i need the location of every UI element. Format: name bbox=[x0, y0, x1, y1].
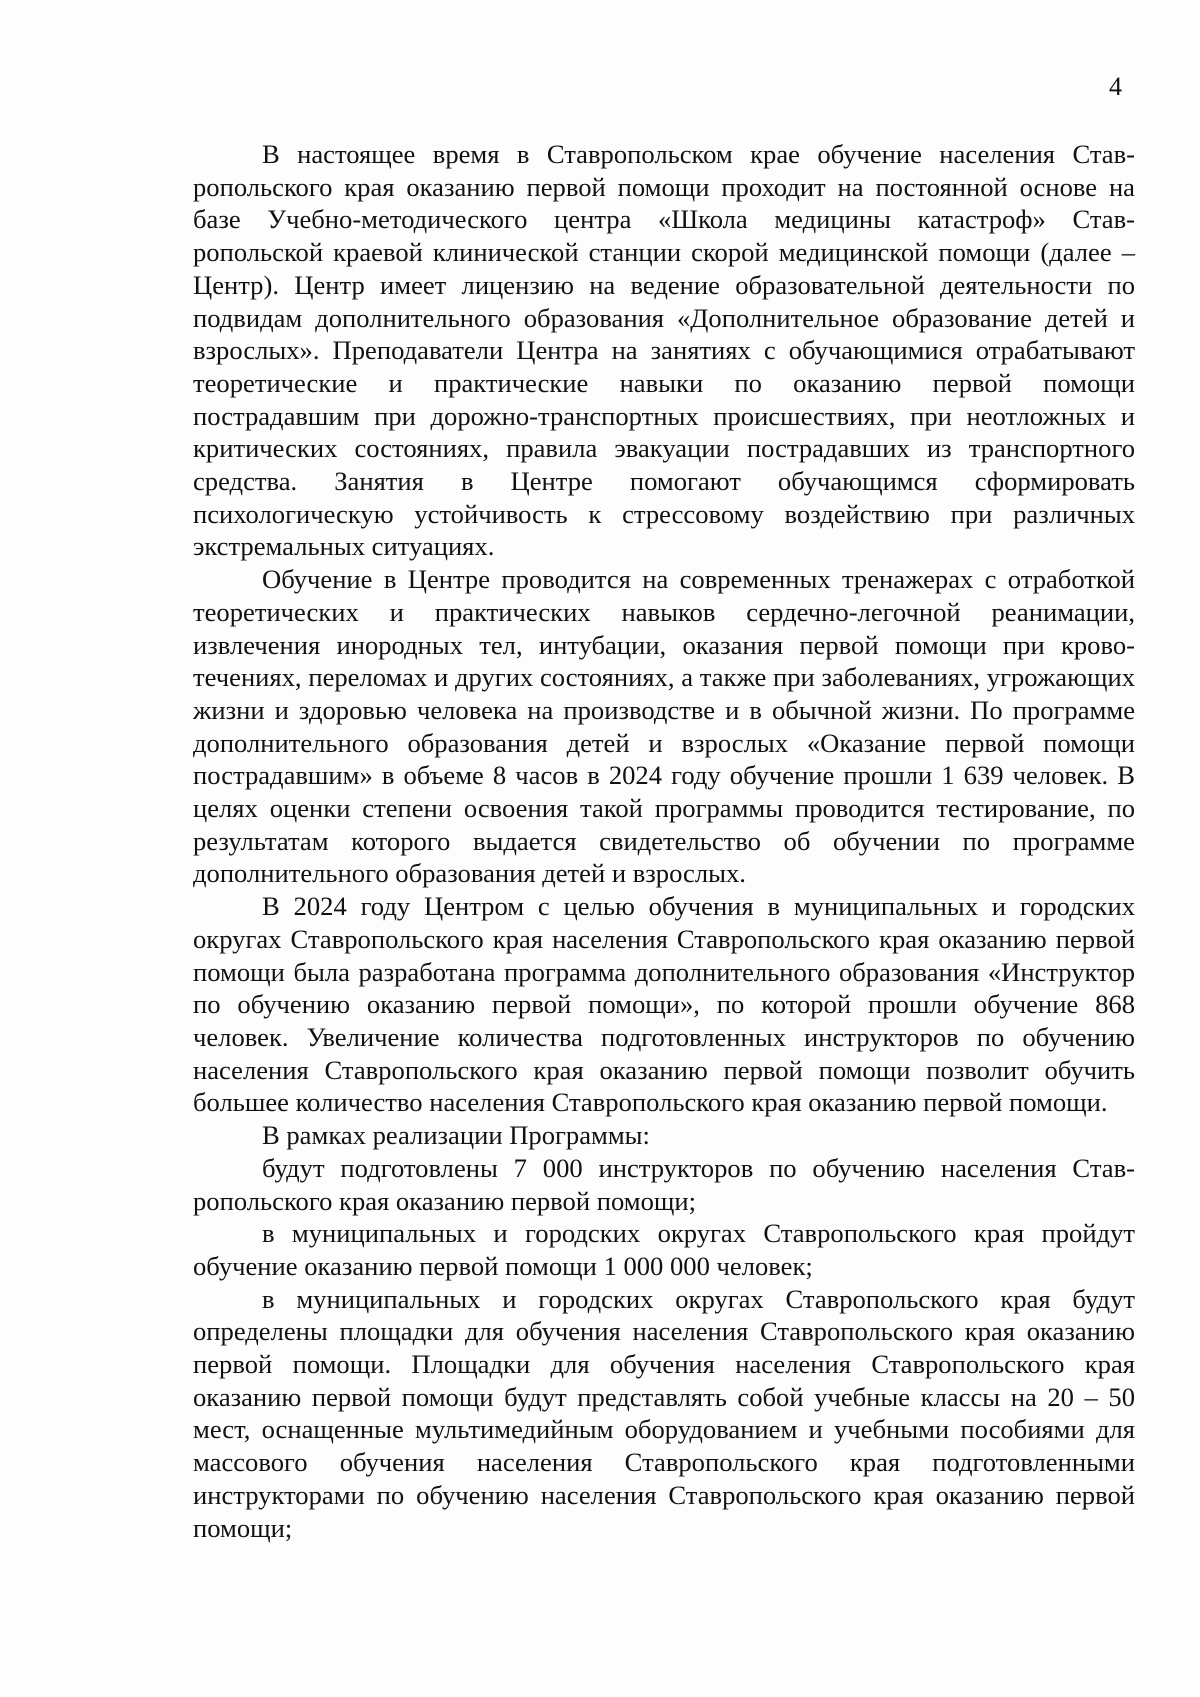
list-item-trained-people: в муниципальных и городских округах Ставропольского края пройдут обучение оказанию первой помощи 1 000 000 человек; bbox=[193, 1218, 1135, 1281]
paragraph-training-center: В настоящее время в Ставропольском крае обучение населения Ставропольского края оказанию первой помощи проходит на постоянной основе на базе Учебно-методического центра «Школа медицины катастроф» Ставропольской краевой клинической станции скорой медицинской помощи (далее – Центр). Центр имеет лицензию на ведение образовательной деятельности по подвидам дополнительного образования «Дополнительное образование детей и взрослых». Преподаватели Центра на занятиях с обучающимися отрабатывают теоретические и практические навыки по оказанию первой помощи пострадавшим при дорожно-транспортных происшествиях, при неотложных и критических состояниях, правила эвакуации пострадавших из транспортного средства. Занятия в Центре помогают обучающимся сформировать психологическую устойчивость к стрессовому воздействию при различных экстремальных ситуациях. bbox=[193, 139, 1135, 562]
paragraph-program-intro: В рамках реализации Программы: bbox=[262, 1120, 650, 1151]
list-item-instructors: будут подготовлены 7 000 инструкторов по обучению населения Ставропольского края оказанию первой помощи; bbox=[193, 1152, 1135, 1216]
list-item-training-sites: в муниципальных и городских округах Ставропольского края будут определены площадки для обучения населения Ставропольского края оказанию первой помощи. Площадки для обучения населения Ставропольского края оказанию первой помощи будут представлять собой учебные классы на 20 – 50 мест, оснащенные мультимедийным оборудованием и учебными пособиями для массового обучения населения Ставропольского края подготовленными инструкторами по обучению населения Ставропольского края оказанию первой помощи; bbox=[193, 1283, 1135, 1543]
body-text bbox=[193, 138, 1135, 1544]
paragraph-instructor-program: В 2024 году Центром с целью обучения в муниципальных и городских округах Ставропольского края населения Ставропольского края оказанию первой помощи была разработана программа дополнительного образования «Инструктор по обучению оказанию первой помощи», по которой прошли обучение 868 человек. Увеличение количества подготовленных инструкторов по обучению населения Ставропольского края оказанию первой помощи позволит обучить большее количество населения Ставропольского края оказанию первой помощи. bbox=[193, 891, 1135, 1118]
page-number: 4 bbox=[1109, 72, 1122, 101]
paragraph-simulators: Обучение в Центре проводится на современных тренажерах с отработкой теоретических и практических навыков сердечно-легочной реанимации, извлечения инородных тел, интубации, оказания первой помощи при кровотечениях, переломах и других состояниях, а также при заболеваниях, угрожающих жизни и здоровью человека на производстве и в обычной жизни. По программе дополнительного образования детей и взрослых «Оказание первой помощи пострадавшим» в объеме 8 часов в 2024 году обучение прошли 1 639 человек. В целях оценки степени освоения такой программы проводится тестирование, по результатам которого выдается свидетельство об обучении по программе дополнительного образования детей и взрослых. bbox=[193, 564, 1135, 889]
